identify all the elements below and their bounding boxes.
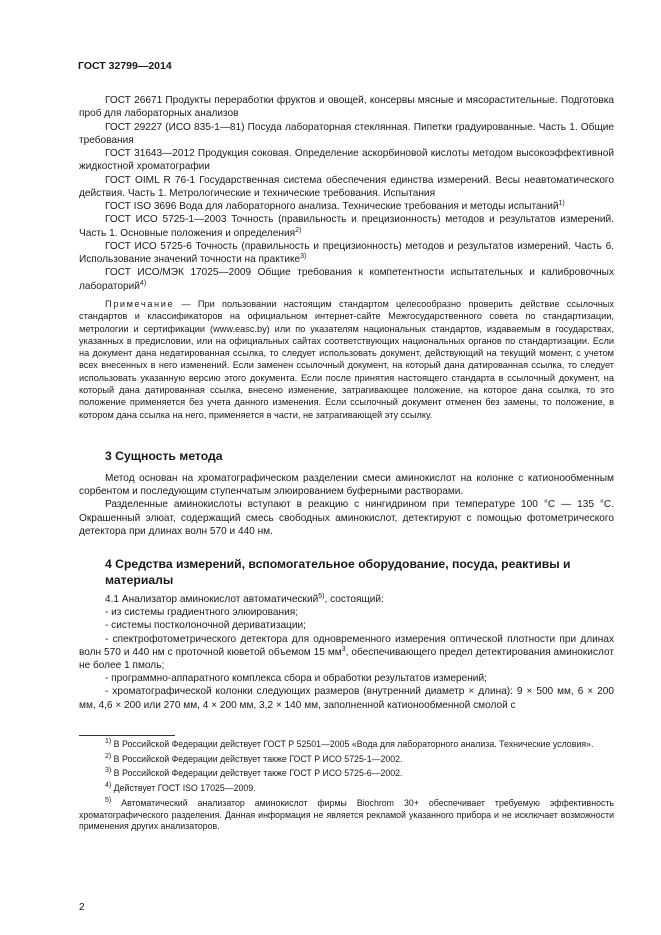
document-header: ГОСТ 32799—2014 bbox=[78, 60, 172, 72]
note-label: Примечание bbox=[105, 299, 175, 309]
footnote-text: В Российской Федерации действует ГОСТ Р 52501—2005 «Вода для лабораторного анализа. Технические условия». bbox=[111, 739, 594, 749]
footnote-text: В Российской Федерации действует также ГОСТ Р ИСО 5725-1—2002. bbox=[111, 753, 403, 764]
reference-text: ГОСТ ISO 3696 Вода для лабораторного анализа. Технические требования и методы испытаний bbox=[105, 201, 559, 212]
footnote bbox=[79, 739, 614, 751]
footnote-divider bbox=[79, 735, 175, 736]
list-item: - хроматографической колонки следующих размеров (внутренний диаметр × длина): 9 × 500 мм, 6 × 200 мм, 4,6 × 200 или 270 мм, 4 × 200 мм, 3,2 × 140 мм, заполненной катионообменной смолой с bbox=[79, 686, 614, 711]
reference-item bbox=[79, 200, 614, 213]
note-block bbox=[79, 298, 614, 421]
footnote-text: Действует ГОСТ ISO 17025—2009. bbox=[111, 783, 256, 794]
reference-text: ГОСТ ИСО 5725-6 Точность (правильность и прецизионность) методов и результатов измерений. Часть 6. Использование значений точности на практике bbox=[79, 240, 614, 265]
page-number: 2 bbox=[79, 902, 85, 913]
footnote-text: Автоматический анализатор аминокислот фирмы Biochrom 30+ обеспечивает требуемую эффективность хроматографического разделения. Данная информация не является рекламой указанного прибора и не исключает возможности применения других анализаторов. bbox=[79, 797, 614, 832]
list-item: - из системы градиентного элюирования; bbox=[105, 607, 299, 619]
footnote-mark: 3) bbox=[105, 767, 112, 775]
list-item: - системы постколоночной дериватизации; bbox=[105, 620, 306, 632]
paragraph: Разделенные аминокислоты вступают в реакцию с нингидрином при температуре 100 °С — 135 °С. Окрашенный элюат, содержащий смесь свободных аминокислот, детектируют с помощью фотометрического детектора при длинах волн 570 и 440 нм. bbox=[79, 499, 614, 537]
note-paragraph bbox=[79, 298, 614, 421]
reference-text: ГОСТ ИСО/МЭК 17025—2009 Общие требования к компетентности испытательных и калибровочных лабораторий bbox=[79, 267, 614, 292]
footnote-mark: 3) bbox=[300, 253, 307, 260]
footnote-mark: 4) bbox=[139, 279, 147, 287]
footnote-mark: 1) bbox=[558, 200, 565, 207]
normative-references bbox=[79, 94, 614, 293]
reference-item: ГОСТ 31643—2012 Продукция соковая. Определение аскорбиновой кислоты методом высокоэффективной жидкостной хроматографии bbox=[79, 148, 614, 173]
reference-item bbox=[79, 213, 614, 240]
footnote bbox=[79, 754, 614, 766]
footnote-mark: 5) bbox=[105, 796, 112, 804]
footnote-mark: 2) bbox=[105, 752, 112, 760]
list-item-text: - спектрофотометрического детектора для одновременного измерения оптической плотности при длинах волн 570 и 440 нм с проточной кюветой объемом 15 мм bbox=[79, 633, 614, 658]
section-3-body bbox=[79, 472, 614, 538]
footnote-mark: 5) bbox=[318, 593, 325, 600]
note-text: — При пользовании настоящим стандартом целесообразно проверить действие ссылочных стандартов и классификаторов на официальном интернет-сайте Межгосударственного совета по стандартизации, метрологии и сертификации (www.easc.by) или по указателям национальных стандартов, издаваемым в государствах, указанных в предисловии, или на официальных сайтах соответствующих национальных органов по стандартизации. Если на документ дана недатированная ссылка, то следует использовать документ, действующий на текущий момент, с учетом всех внесенных в него изменений. Если заменен ссылочный документ, на который дана датированная ссылка, то следует использовать указанную версию этого документа. Если после принятия настоящего стандарта в ссылочный документ, на который дана датированная ссылка, внесено изменение, затрагивающее положение, на которое дана ссылка, то это положение применяется без учета данного изменения. Если ссылочный документ отменен без замены, то положение, в котором дана ссылка на него, применяется в части, не затрагивающей эту ссылку. bbox=[79, 299, 614, 420]
footnote bbox=[79, 768, 614, 780]
reference-item: ГОСТ OIML R 76-1 Государственная система обеспечения единства измерений. Весы неавтоматического действия. Часть 1. Метрологические и технические требования. Испытания bbox=[79, 174, 614, 199]
footnote-mark: 2) bbox=[295, 226, 302, 234]
list-item: - программно-аппаратного комплекса сбора и обработки результатов измерений; bbox=[105, 673, 487, 685]
superscript: 3 bbox=[341, 645, 346, 653]
paragraph-text: , состоящий: bbox=[324, 594, 384, 605]
footnote bbox=[79, 783, 614, 795]
footnotes bbox=[79, 739, 614, 836]
reference-item bbox=[79, 240, 614, 267]
reference-item: ГОСТ 29227 (ИСО 835-1—81) Посуда лабораторная стеклянная. Пипетки градуированные. Часть 1. Общие требования bbox=[79, 121, 614, 146]
paragraph: Метод основан на хроматографическом разделении смеси аминокислот на колонке с катионообменным сорбентом и последующим ступенчатым элюированием буферными растворами. bbox=[79, 473, 614, 498]
footnote bbox=[79, 798, 614, 833]
footnote-mark: 4) bbox=[105, 782, 112, 790]
list-item bbox=[79, 633, 614, 673]
reference-item: ГОСТ 26671 Продукты переработки фруктов и овощей, консервы мясные и мясорастительные. Подготовка проб для лабораторных анализов bbox=[79, 95, 614, 120]
section-4-body bbox=[79, 593, 614, 712]
paragraph bbox=[79, 593, 614, 606]
reference-text: ГОСТ ИСО 5725-1—2003 Точность (правильность и прецизионность) методов и результатов измерений. Часть 1. Основные положения и определения bbox=[79, 214, 614, 239]
list-item-text: , обеспечивающего предел детектирования аминокислот не более 1 пмоль; bbox=[79, 646, 615, 672]
paragraph-text: 4.1 Анализатор аминокислот автоматический bbox=[105, 594, 319, 605]
footnote-mark: 1) bbox=[105, 738, 112, 745]
reference-item bbox=[79, 266, 614, 293]
section-3-heading: 3 Сущность метода bbox=[105, 449, 223, 463]
footnote-text: В Российской Федерации действует также ГОСТ Р ИСО 5725-6—2002. bbox=[111, 768, 403, 779]
section-4-heading: 4 Средства измерений, вспомогательное оборудование, посуда, реактивы и материалы bbox=[105, 557, 571, 587]
